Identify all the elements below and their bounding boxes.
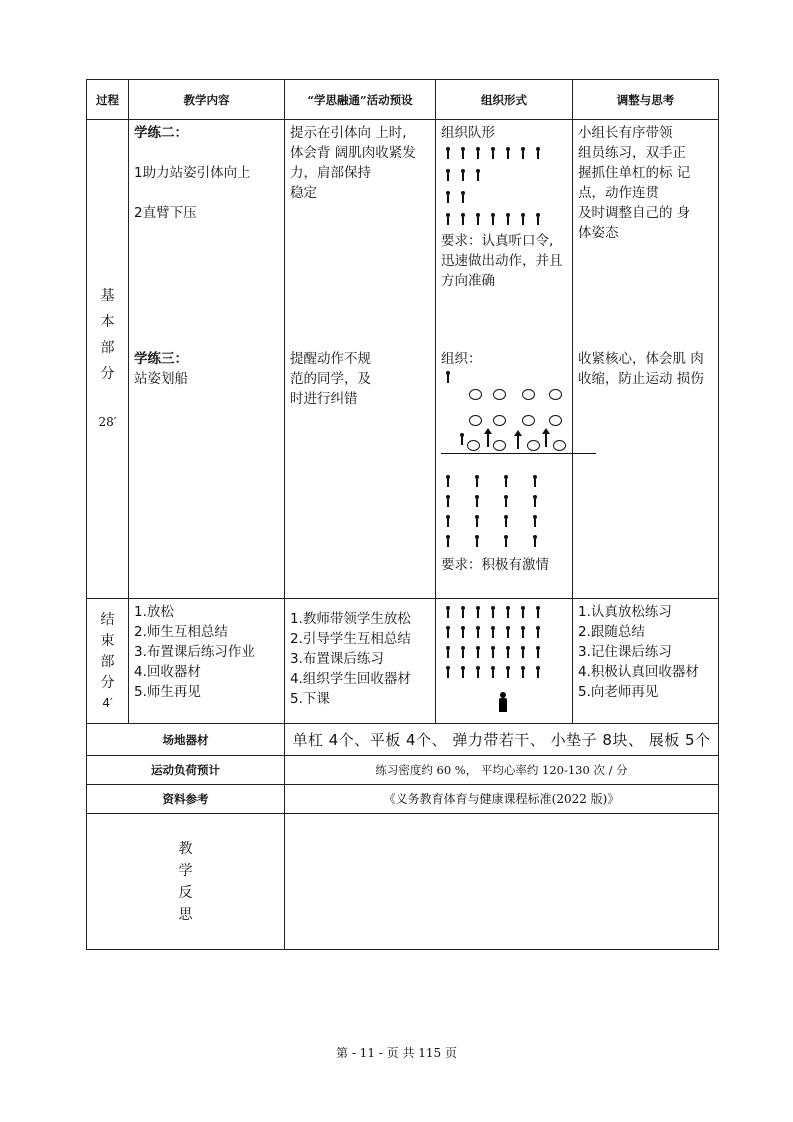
ending-reflect-line: 5.向老师再见 [578, 684, 659, 700]
header-activity: “学思融通”活动预设 [285, 80, 436, 120]
mat-ring-icon [553, 440, 566, 451]
drill3-reflect-line: 收缩，防止运动 损伤 [578, 371, 704, 387]
mat-ring-icon [549, 415, 562, 426]
drill2-activity-line: 体会背 阔肌肉收紧发 [290, 145, 416, 161]
drill2-activity-line: 稳定 [290, 185, 317, 201]
mat-ring-icon [467, 440, 480, 451]
drill2-org-req-line: 方向准确 [441, 273, 495, 289]
ending-reflect-line: 4.积极认真回收器材 [578, 664, 699, 680]
drill2-reflect-line: 体姿态 [578, 225, 619, 241]
student-figure-icon [475, 147, 481, 159]
ending-content-line: 1.放松 [134, 604, 174, 620]
page-footer: 第 - 11 - 页 共 115 页 [336, 1046, 457, 1060]
equipment-value: 单杠 4个、平板 4个、 弹力带若干、 小垫子 8块、 展板 5个 [285, 724, 719, 756]
student-figure-icon [505, 213, 511, 225]
student-figure-icon [520, 666, 526, 678]
ending-activity-line: 5.下课 [290, 691, 330, 707]
student-figure-icon [532, 495, 538, 507]
student-figure-icon [445, 475, 451, 487]
drill2-reflect-line: 组员练习，双手正 [578, 145, 686, 161]
student-figure-icon [532, 515, 538, 527]
drill2-reflect-line: 及时调整自己的 身 [578, 205, 691, 221]
teaching-reflection-body[interactable] [285, 814, 719, 950]
header-organization: 组织形式 [436, 80, 573, 120]
student-figure-icon [475, 626, 481, 638]
formation-diagram-1 [441, 143, 567, 231]
basic-organization-cell [436, 120, 573, 599]
mat-ring-icon [493, 415, 506, 426]
drill3-activity-line: 时进行纠错 [290, 391, 358, 407]
student-figure-icon [445, 646, 451, 658]
equipment-row [87, 724, 719, 756]
basic-section-row [87, 120, 719, 599]
student-figure-icon [520, 626, 526, 638]
ending-reflect-line: 2.跟随总结 [578, 624, 645, 640]
student-figure-icon [474, 535, 480, 547]
mat-ring-icon [527, 440, 540, 451]
ending-activity-line: 4.组织学生回收器材 [290, 671, 411, 687]
student-figure-icon [445, 169, 451, 181]
formation-diagram-2 [441, 369, 567, 555]
ending-reflection-cell [573, 599, 719, 724]
student-figure-icon [475, 666, 481, 678]
ending-activity-line: 1.教师带领学生放松 [290, 611, 411, 627]
student-figure-icon [460, 666, 466, 678]
student-figure-icon [505, 646, 511, 658]
drill2-org-title: 组织队形 [441, 125, 495, 141]
drill2-org-req-line: 要求：认真听口令, [441, 233, 554, 249]
student-figure-icon [520, 606, 526, 618]
drill2-item2: 2直臂下压 [134, 205, 197, 221]
student-figure-icon [535, 213, 541, 225]
student-figure-icon [445, 535, 451, 547]
teaching-reflection-row [87, 814, 719, 950]
drill3-activity-line: 范的同学，及 [290, 371, 371, 387]
ending-section-row [87, 599, 719, 724]
reference-value: 《义务教育体育与健康课程标准(2022 版)》 [285, 785, 719, 814]
basic-reflection-cell [573, 120, 719, 599]
student-figure-icon [475, 646, 481, 658]
drill2-activity-line: 提示在引体向 上时, [290, 125, 407, 141]
student-figure-icon [490, 626, 496, 638]
student-figure-icon [460, 147, 466, 159]
student-figure-icon [520, 147, 526, 159]
student-figure-icon [532, 535, 538, 547]
drill3-org-title: 组织： [441, 351, 482, 367]
basic-time: 28′ [98, 415, 117, 429]
load-value: 练习密度约 60 %， 平均心率约 120-130 次 / 分 [285, 756, 719, 785]
student-figure-icon [490, 606, 496, 618]
mat-ring-icon [493, 389, 506, 400]
header-reflection: 调整与思考 [573, 80, 719, 120]
ending-activity-line: 3.布置课后练习 [290, 651, 384, 667]
student-figure-icon [460, 626, 466, 638]
drill2-reflect-line: 握抓住单杠的标 记 [578, 165, 691, 181]
ending-phase-label: 结 束 部 分 4′ [87, 599, 129, 724]
header-row [87, 80, 719, 120]
ending-content-line: 5.师生再见 [134, 684, 201, 700]
drill2-reflect-line: 小组长有序带领 [578, 125, 673, 141]
student-figure-icon [505, 666, 511, 678]
student-figure-icon [535, 666, 541, 678]
drill2-reflect-line: 点，动作连贯 [578, 185, 659, 201]
student-figure-icon [505, 626, 511, 638]
student-figure-icon [474, 475, 480, 487]
ending-content-line: 2.师生互相总结 [134, 624, 228, 640]
header-content: 教学内容 [129, 80, 285, 120]
drill2-org-req-line: 迅速做出动作，并且 [441, 253, 563, 269]
drill3-activity-line: 提醒动作不规 [290, 351, 371, 367]
student-figure-icon [460, 646, 466, 658]
student-figure-icon [445, 213, 451, 225]
student-figure-icon [460, 191, 466, 203]
student-figure-icon [503, 475, 509, 487]
drill3-item1: 站姿划船 [134, 371, 188, 387]
drill3-reflect-line: 收紧核心，体会肌 肉 [578, 351, 704, 367]
student-figure-icon [520, 213, 526, 225]
drill3-org-req: 要求：积极有激情 [441, 557, 549, 573]
student-figure-icon [445, 666, 451, 678]
student-figure-icon [503, 535, 509, 547]
ending-content-line: 4.回收器材 [134, 664, 201, 680]
student-figure-icon [475, 606, 481, 618]
basic-phase-label: 基 本 部 分 28′ [87, 120, 129, 599]
ending-time: 4′ [102, 696, 113, 710]
drill2-title: 学练二： [134, 125, 188, 141]
student-figure-icon [460, 213, 466, 225]
student-figure-icon [520, 646, 526, 658]
student-figure-icon [535, 606, 541, 618]
mat-ring-icon [549, 389, 562, 400]
student-figure-icon [532, 475, 538, 487]
ground-line [441, 453, 596, 454]
reference-label: 资料参考 [87, 785, 285, 814]
student-figure-icon [475, 169, 481, 181]
student-figure-icon [535, 147, 541, 159]
ending-content-cell [129, 599, 285, 724]
basic-content-cell [129, 120, 285, 599]
student-figure-icon [475, 213, 481, 225]
direction-arrow-icon [517, 435, 519, 449]
load-label: 运动负荷预计 [87, 756, 285, 785]
student-figure-icon [505, 606, 511, 618]
basic-activity-cell [285, 120, 436, 599]
drill2-activity-line: 力，肩部保持 [290, 165, 371, 181]
student-figure-icon [490, 666, 496, 678]
reference-row [87, 785, 719, 814]
student-figure-icon [535, 626, 541, 638]
student-figure-icon [445, 147, 451, 159]
formation-diagram-3 [441, 602, 567, 717]
ending-organization-cell [436, 599, 573, 724]
student-figure-icon [460, 169, 466, 181]
student-figure-icon [445, 191, 451, 203]
header-process: 过程 [87, 80, 129, 120]
student-figure-icon [445, 495, 451, 507]
student-figure-icon [445, 606, 451, 618]
student-figure-icon [445, 515, 451, 527]
student-figure-icon [445, 371, 451, 383]
mat-ring-icon [469, 415, 482, 426]
student-figure-icon [459, 433, 465, 445]
student-figure-icon [490, 646, 496, 658]
student-figure-icon [503, 515, 509, 527]
load-row [87, 756, 719, 785]
mat-ring-icon [522, 389, 535, 400]
teaching-reflection-label: 教 学 反 思 [87, 814, 285, 950]
teacher-figure-icon [498, 692, 508, 712]
student-figure-icon [474, 515, 480, 527]
student-figure-icon [505, 147, 511, 159]
mat-ring-icon [522, 415, 535, 426]
student-figure-icon [445, 626, 451, 638]
mat-ring-icon [493, 440, 506, 451]
student-figure-icon [490, 213, 496, 225]
student-figure-icon [460, 606, 466, 618]
student-figure-icon [474, 495, 480, 507]
ending-content-line: 3.布置课后练习作业 [134, 644, 255, 660]
mat-ring-icon [469, 389, 482, 400]
direction-arrow-icon [487, 433, 489, 447]
student-figure-icon [503, 495, 509, 507]
direction-arrow-icon [545, 433, 547, 447]
student-figure-icon [535, 646, 541, 658]
ending-reflect-line: 3.记住课后练习 [578, 644, 672, 660]
equipment-label: 场地器材 [87, 724, 285, 756]
ending-reflect-line: 1.认真放松练习 [578, 604, 672, 620]
ending-activity-cell [285, 599, 436, 724]
student-figure-icon [490, 147, 496, 159]
ending-activity-line: 2.引导学生互相总结 [290, 631, 411, 647]
drill3-title: 学练三： [134, 351, 188, 367]
lesson-plan-table [86, 79, 719, 950]
drill2-item1: 1助力站姿引体向上 [134, 165, 251, 181]
